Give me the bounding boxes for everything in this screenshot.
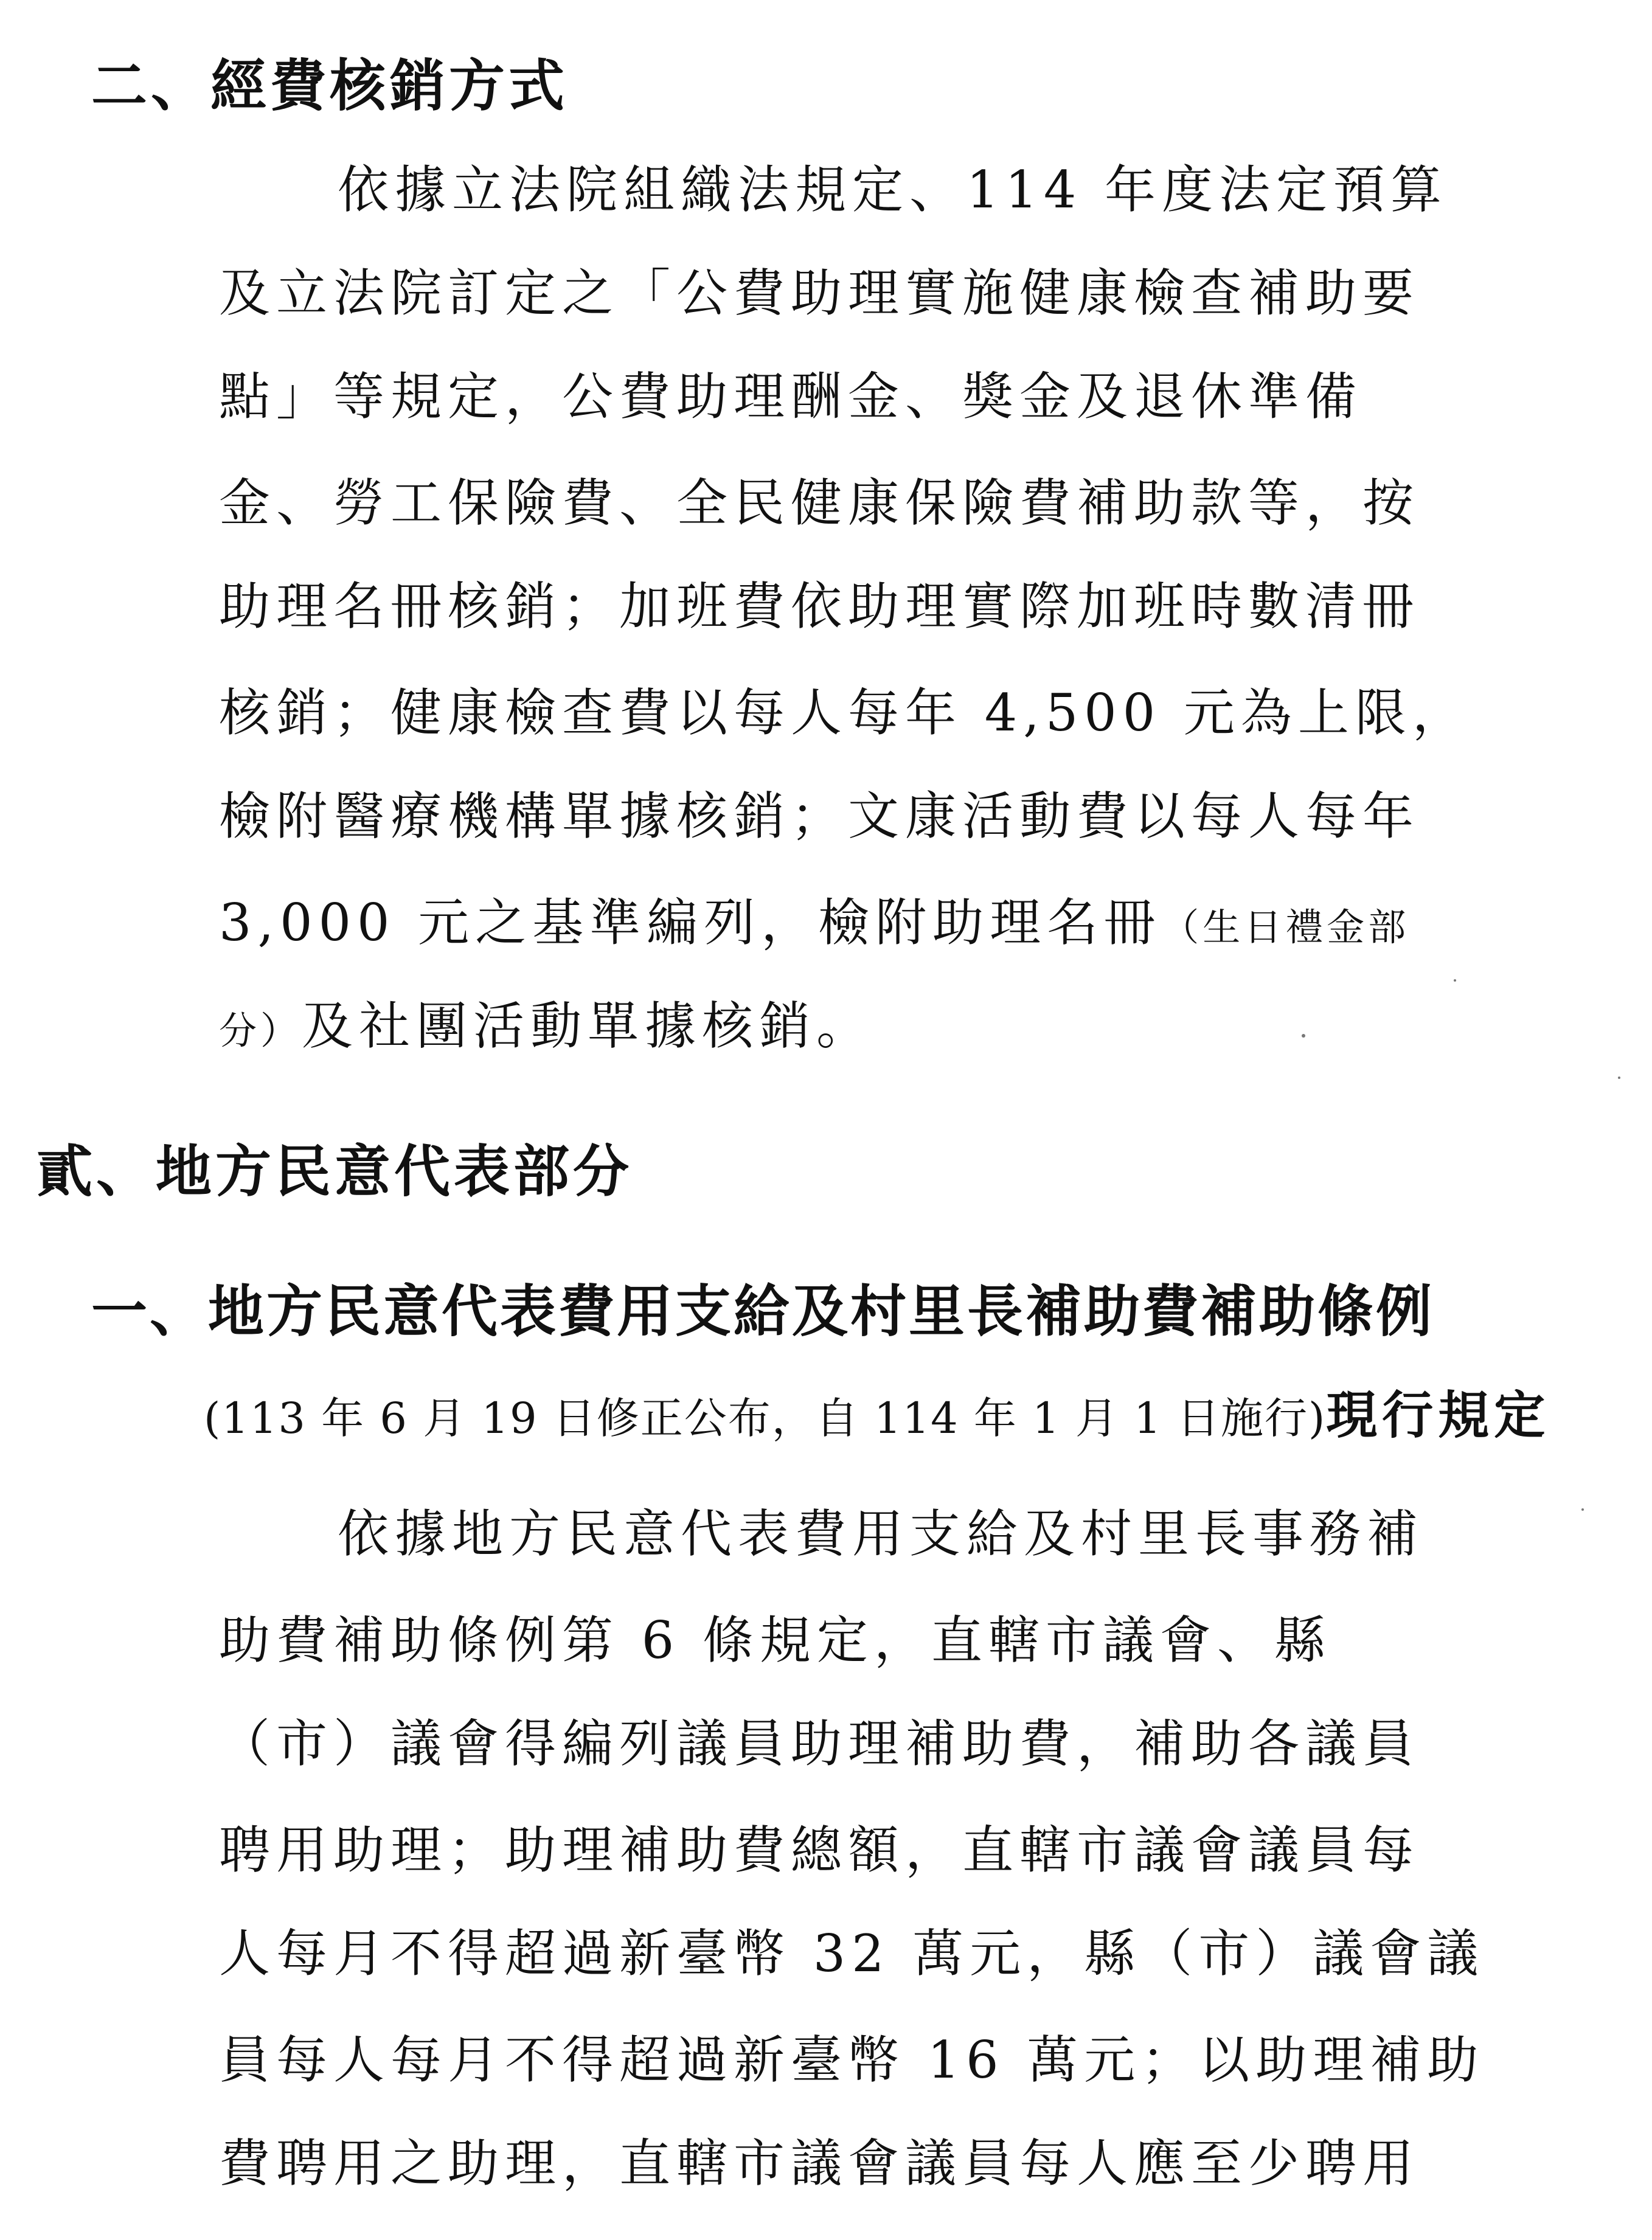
paragraph-line: 助理名冊核銷；加班費依助理實際加班時數清冊 <box>219 577 1420 636</box>
paragraph-line <box>219 996 874 1056</box>
section-heading-funding: 二、經費核銷方式 <box>91 53 569 119</box>
paragraph-line: 助費補助條例第 6 條規定，直轄市議會、縣 <box>219 1611 1331 1670</box>
paragraph-line: 及立法院訂定之「公費助理實施健康檢查補助要 <box>219 263 1420 323</box>
paragraph-line: 檢附醫療機構單據核銷；文康活動費以每人每年 <box>219 786 1420 846</box>
current-rule-label: 現行規定 <box>1326 1385 1550 1445</box>
paragraph-text: 及社團活動單據核銷。 <box>302 996 874 1056</box>
paragraph-line: 員每人每月不得超過新臺幣 16 萬元；以助理補助 <box>219 2030 1485 2090</box>
amendment-date-note: (113 年 6 月 19 日修正公布，自 114 年 1 月 1 日施行) <box>204 1393 1327 1443</box>
scan-speck <box>1581 1508 1584 1511</box>
scan-speck <box>1618 1077 1620 1079</box>
paragraph-line: 聘用助理；助理補助費總額，直轄市議會議員每 <box>219 1820 1420 1880</box>
paragraph-line: 費聘用之助理，直轄市議會議員每人應至少聘用 <box>219 2134 1420 2193</box>
paragraph-line <box>219 893 1410 952</box>
paragraph-line: 金、勞工保險費、全民健康保險費補助款等，按 <box>219 473 1420 533</box>
section-heading-regulation: 一、地方民意代表費用支給及村里長補助費補助條例 <box>91 1278 1435 1344</box>
paragraph-line: 依據地方民意代表費用支給及村里長事務補 <box>338 1504 1425 1564</box>
parenthetical-note: 分） <box>219 1008 302 1053</box>
paragraph-line: 依據立法院組織法規定、114 年度法定預算 <box>338 160 1448 220</box>
regulation-note <box>204 1385 1550 1445</box>
paragraph-line: 人每月不得超過新臺幣 32 萬元，縣（市）議會議 <box>219 1924 1485 1983</box>
paragraph-line: 點」等規定，公費助理酬金、獎金及退休準備 <box>219 367 1363 426</box>
scan-speck <box>1454 979 1456 982</box>
section-heading-local-representatives: 貳、地方民意代表部分 <box>36 1139 633 1204</box>
paragraph-text: 3,000 元之基準編列，檢附助理名冊 <box>219 893 1162 952</box>
paragraph-line: （市）議會得編列議員助理補助費，補助各議員 <box>219 1714 1420 1774</box>
scan-speck <box>1302 1034 1305 1038</box>
parenthetical-note: （生日禮金部 <box>1161 905 1410 949</box>
paragraph-line: 核銷；健康檢查費以每人每年 4,500 元為上限， <box>219 683 1470 743</box>
